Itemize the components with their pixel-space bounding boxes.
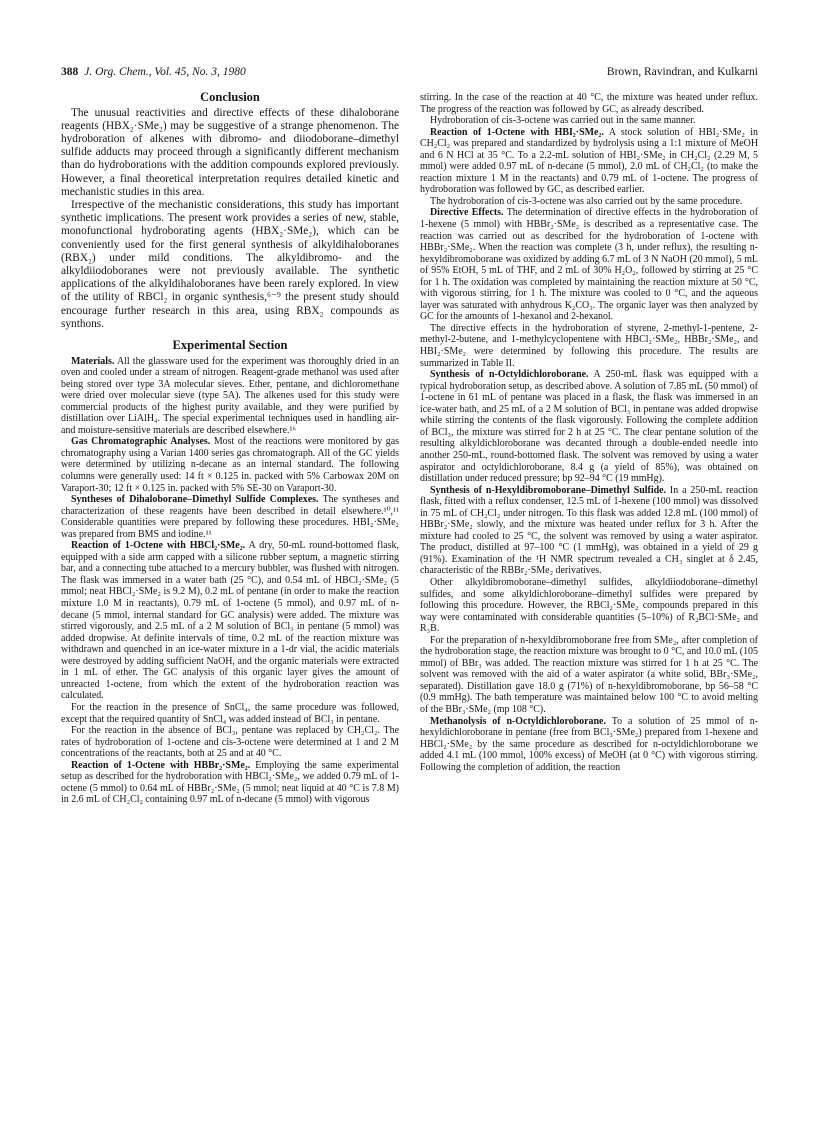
gc-run-in-head: Gas Chromatographic Analyses. <box>71 436 211 448</box>
hexyl-run-in-head: Synthesis of n-Hexyldibromoborane–Dimethyl Sulfide. <box>430 484 666 496</box>
conclusion-heading: Conclusion <box>200 90 260 104</box>
header-authors: Brown, Ravindran, and Kulkarni <box>606 66 758 78</box>
directive-effects-paragraph <box>420 207 758 322</box>
conclusion-paragraph-1: The unusual reactivities and directive effects of these dihaloborane reagents (HBX₂·SMe₂) may be suggestive of a strange phenomenon. The hydroboration of alkenes with dibromo- and diiodoborane–dimethyl sulfide adducts may proceed through a significantly different mechanism than do hydroborations with the addition compounds explored previously. However, a final theoretical interpretation requires detailed kinetic and mechanistic studies in this area. <box>61 106 399 198</box>
journal-citation: J. Org. Chem., Vol. 45, No. 3, 1980 <box>84 66 246 78</box>
materials-text: All the glassware used for the experiment was thoroughly dried in an oven and cooled under a stream of nitrogen. Reagent-grade methanol was used after being stored over type 3A molecular sieves. Ether, pentane, and dichloromethane were dried over molecular sieve (type 5A). The alkenes used for this study were commercial products of the highest purity available, and they were purified by distillation over LiAlH₄. The special experimental techniques used in handling air- and moisture-sensitive materials are described elsewhere.¹⁶ <box>61 355 399 436</box>
methanolysis-paragraph <box>420 716 758 774</box>
gc-text: Most of the reactions were monitored by gas chromatography using a Varian 1400 series gas chromatograph. All of the GC yields were determined by utilizing n-decane as an internal standard. The following columns were generally used: 14 ft × 0.125 in. packed with 5% Carbowax 20M on Varaport-30; 12 ft × 0.125 in. packed with 5% SE-30 on Varaport-30. <box>61 436 399 494</box>
materials-paragraph <box>61 356 399 437</box>
directive-run-in-head: Directive Effects. <box>430 207 504 219</box>
methanolysis-text: To a solution of 25 mmol of n-hexyldichloroborane in pentane (free from BCl₃·SMe₂) prepared from 1-hexene and HBCl₂·SMe₂ by the same procedure as described for n-octyldichloroborane we added 4.1 mL (100 mmol, 100% excess) of MeOH (at 0 °C) with vigorous stirring. Following the completion of addition, the reaction <box>420 715 758 773</box>
cis-octene-paragraph: Hydroboration of cis-3-octene was carried out in the same manner. <box>430 115 696 127</box>
hbbr2-text: Employing the same experimental setup as described for the hydroboration with HBCl₂·SMe₂, we added 0.79 mL of 1-octene (5 mmol) to 0.64 mL of HBBr₂·SMe₂ (5 mmol; neat liquid at 40 °C is 7.8 M) in 2.6 mL of CH₂Cl₂ containing 0.97 mL of n-decane (5 mmol) with vigorous <box>61 759 399 806</box>
running-header <box>61 66 758 82</box>
syntheses-paragraph <box>61 494 399 540</box>
page-number: 388 <box>61 66 79 78</box>
directive-effects-paragraph-2: The directive effects in the hydroboration of styrene, 2-methyl-1-pentene, 2-methyl-2-butene, and 1-methylcyclopentene with HBCl₂·SMe₂, HBBr₂·SMe₂, and HBI₂·SMe₂ were determined by following this procedure. The results are summarized in Table II. <box>420 322 758 369</box>
directive-text: The determination of directive effects in the hydroboration of 1-hexene (5 mmol) with HBBr₂·SMe₂ is described as a representative case. The reaction was carried out as described for the hydroboration of 1-octene with HBBr₂·SMe₂. When the reaction was complete (3 h, under reflux), the resulting n-hexyldibromoborane was oxidized by adding 6.7 mL of 3 N NaOH (20 mmol), 5 mL of 95% EtOH, 5 mL of THF, and 2 mL of 30% H₂O₂, followed by stirring at 25 °C for 1 h. The oxidation was completed by maintaining the reaction mixture at 50 °C, with vigorous stirring, for 1 h. The mixture was cooled to 0 °C, and the aqueous layer was saturated with anhydrous K₂CO₃. The organic layer was then analyzed by GC for the amounts of 1-hexanol and 2-hexanol. <box>420 207 758 323</box>
hexyl-text: In a 250-mL reaction flask, fitted with a reflux condenser, 12.5 mL of 1-hexene (100 mmol) was dissolved in 75 mL of CH₂Cl₂ under nitrogen. To this flask was added 12.8 mL (100 mmol) of HBBr₂·SMe₂ slowly, and the mixture was heated under reflux for 3 h. After the mixture had cooled to 25 °C, the solvent was removed by using a water aspirator. The product, distilled at 97–100 °C (1 mmHg), was obtained in a yield of 29 g (91%). Examination of the ¹H NMR spectrum revealed a CH₃ singlet at δ 2.45, characteristic of the RBBr₂·SMe₂ derivatives. <box>420 484 758 577</box>
hbbr2-run-in-head: Reaction of 1-Octene with HBBr₂·SMe₂. <box>71 759 251 771</box>
gc-paragraph <box>61 436 399 494</box>
octyldichloroborane-paragraph <box>420 369 758 484</box>
materials-run-in-head: Materials. <box>71 355 115 367</box>
hbcl2-run-in-head: Reaction of 1-Octene with HBCl₂·SMe₂. <box>71 540 246 552</box>
cis-octene-paragraph-2: The hydroboration of cis-3-octene was also carried out by the same procedure. <box>430 195 743 207</box>
hbi2-run-in-head: Reaction of 1-Octene with HBI₂·SMe₂. <box>430 126 604 138</box>
experimental-heading: Experimental Section <box>172 338 288 352</box>
header-left <box>61 66 246 78</box>
sme2-free-paragraph: For the preparation of n-hexyldibromoborane free from SMe₂, after completion of the hydroboration stage, the reaction mixture was brought to 0 °C, and 10.0 mL (105 mmol) of BBr₃ was added. The reaction mixture was stirred for 1 h at 25 °C. The solvent was removed with the aid of a water aspirator (a white solid, BBr₃·SMe₂, separated). Distillation gave 18.0 g (71%) of n-hexyldibromoborane, bp 56–58 °C (0.9 mmHg). The bath temperature was maintained below 100 °C to avoid melting of the BBr₃·SMe₂ (mp 108 °C). <box>420 634 758 715</box>
hexyldibromoborane-paragraph <box>420 485 758 577</box>
right-column <box>420 92 758 773</box>
hbcl2-reaction-paragraph <box>61 540 399 702</box>
other-derivatives-paragraph: Other alkyldibromoborane–dimethyl sulfides, alkyldiiodoborane–dimethyl sulfides, and some alkyldichloroborane–dimethyl sulfides were prepared by following this procedure. However, the RBCl₂·SMe₂ compounds prepared in this way were contaminated with considerable quantities (5–10%) of R₂BCl·SMe₂ and R₃B. <box>420 576 758 635</box>
hbi2-text: A stock solution of HBI₂·SMe₂ in CH₂Cl₂ was prepared and standardized by hydrolysis using a 1:1 mixture of MeOH and 6 N HCl at 35 °C. To a 2.2-mL solution of HBI₂·SMe₂ in CH₂Cl₂ (2.29 M, 5 mmol) were added 0.97 mL of n-decane (5 mmol), 2.0 mL of CH₂Cl₂ (to make the reaction mixture 1 M in the reactants) and 0.79 mL of 1-octene. The progress of hydroboration was followed by GC, as described earlier. <box>420 126 758 196</box>
syntheses-text: The syntheses and characterization of these reagents have been described in detail elsewhere.¹⁰,¹¹ Considerable quantities were prepared by following these procedures. HBI₂·SMe₂ was prepared from BMS and iodine.¹¹ <box>61 494 399 540</box>
hbcl2-text: A dry, 50-mL round-bottomed flask, equipped with a side arm capped with a silicone rubber septum, a magnetic stirring bar, and a connecting tube attached to a mercury bubbler, was flushed with nitrogen. The flask was immersed in a water bath (25 °C), and 0.54 mL of HBCl₂·SMe₂ (5 mmol; neat HBCl₂·SMe₂ is 9.2 M), 0.2 mL of pentane (in order to make the reaction mixture 1.0 M in reactants), 0.79 mL of 1-octene (5 mmol), and 0.97 mL of n-decane (5 mmol, internal standard for GC analysis) were added. The mixture was stirred vigorously, and 2.5 mL of a 2 M solution of BCl₃ in pentane (5 mmol) was added dropwise. At definite intervals of time, 0.2 mL of the reaction mixture was withdrawn and quenched in an ice-water mixture in a 1-dr vial, the acidic materials were destroyed by adding sufficient NaOH, and the organic materials were extracted in 1 mL of ether. The GC analysis of this organic layer gives the amount of unreacted 1-octene, from which the extent of the hydroboration reaction was calculated. <box>61 540 399 702</box>
left-column <box>61 92 399 806</box>
no-bcl3-paragraph: For the reaction in the absence of BCl₃, pentane was replaced by CH₂Cl₂. The rates of hydroboration of 1-octene and cis-3-octene were determined at 1 and 2 M concentrations of the reactants, both at 25 and at 40 °C. <box>61 725 399 760</box>
syntheses-run-in-head: Syntheses of Dihaloborane–Dimethyl Sulfide Complexes. <box>71 494 319 506</box>
hbi2-reaction-paragraph <box>420 127 758 196</box>
hbbr2-reaction-paragraph <box>61 760 399 806</box>
octyl-run-in-head: Synthesis of n-Octyldichloroborane. <box>430 369 589 381</box>
octyl-text: A 250-mL flask was equipped with a typical hydroboration setup, as described above. A solution of 7.85 mL (50 mmol) of 1-octene in 61 mL of pentane was placed in a flask, the flask was immersed in an ice-water bath, and 25 mL of a 2 M solution of BCl₃ in pentane was added dropwise while stirring the contents of the flask vigorously. Following the complete addition of BCl₃, the mixture was stirred for 2 h at 25 °C. The clear pentane solution of the resulting alkyldichloroborane was decanted through a double-ended needle into another 250-mL, round-bottomed flask. The solvent was removed by using a water aspirator and octyldichloroborane, 8.4 g (a yield of 85%), was obtained on distillation under reduced pressure; bp 92–94 °C (19 mmHg). <box>420 369 758 485</box>
conclusion-paragraph-2: Irrespective of the mechanistic considerations, this study has important synthetic implications. The present work provides a series of new, stable, monofunctional hydroborating agents (HBX₂·SMe₂), which can be conveniently used for the first general synthesis of alkyldihaloboranes (RBX₂) under mild conditions. The alkyldibromo- and the alkyldiiodoboranes were not previously available. The synthetic applications of the alkyldihaloboranes have been rarely explored. In view of the utility of RBCl₂ in organic synthesis,⁶⁻⁹ the present study should encourage further research in this area, using RBX₂ compounds as synthons. <box>61 198 399 330</box>
methanolysis-run-in-head: Methanolysis of n-Octyldichloroborane. <box>430 715 606 727</box>
continued-paragraph: stirring. In the case of the reaction at 40 °C, the mixture was heated under reflux. The progress of the reaction was followed by GC, as already described. <box>420 92 758 115</box>
sncl4-paragraph: For the reaction in the presence of SnCl₄, the same procedure was followed, except that the required quantity of SnCl₄ was added instead of BCl₃ in pentane. <box>61 701 399 725</box>
